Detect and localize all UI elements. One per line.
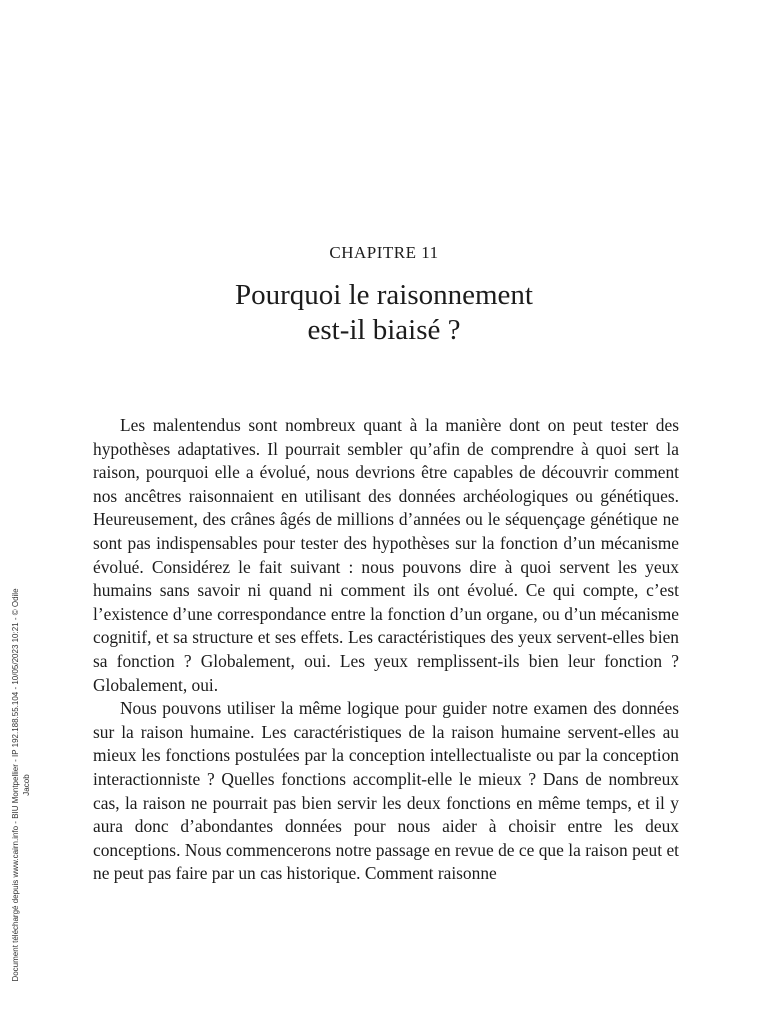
chapter-title-line-1: Pourquoi le raisonnement — [234, 279, 533, 311]
chapter-label: CHAPITRE 11 — [329, 243, 439, 262]
download-watermark — [10, 570, 32, 1000]
watermark-line-1: Document téléchargé depuis www.cairn.info - BIU Montpellier - IP 192.188.55.104 - 10/05/2023 10:21 - © Odile — [11, 588, 20, 982]
paragraph-2: Nous pouvons utiliser la même logique pour guider notre examen des données sur la raison humaine. Les caractéristiques de la raison humaine servent-elles au mieux les fonctions postulées par la conception intellectualiste ou par la conception interactionniste ? Quelles fonctions accomplit-elle le mieux ? Dans de nombreux cas, la raison ne pourrait pas bien servir les deux fonctions en même temps, et il y aura donc d’abondantes données pour nous aider à choisir entre les deux conceptions. Nous commencerons notre passage en revue de ce que la raison peut et ne peut pas faire par un cas historique. Comment raisonne — [93, 698, 679, 884]
chapter-title — [0, 278, 768, 348]
paragraph-1: Les malentendus sont nombreux quant à la manière dont on peut tester des hypothèses adaptatives. Il pourrait sembler qu’afin de comprendre à quoi sert la raison, pourquoi elle a évolué, nous devrions être capables de découvrir comment nos ancêtres raisonnaient en utilisant des données archéologiques ou génétiques. Heureusement, des crânes âgés de millions d’années ou le séquençage génétique ne sont pas indispensables pour tester des hypothèses sur la fonction d’un mécanisme évolué. Considérez le fait suivant : nous pouvons dire à quoi servent les yeux humains sans savoir ni quand ni comment ils ont évolué. Ce qui compte, c’est l’existence d’une correspondance entre la fonction d’un organe, ou d’un mécanisme cognitif, et sa structure et ses effets. Les caractéristiques des yeux servent-elles bien sa fonction ? Globalement, oui. Les yeux remplissent-ils bien leur fonction ? Globalement, oui. — [93, 415, 679, 695]
watermark-line-2: Jacob — [22, 774, 31, 796]
chapter-title-line-2: est-il biaisé ? — [307, 314, 461, 346]
body-text — [93, 414, 679, 886]
